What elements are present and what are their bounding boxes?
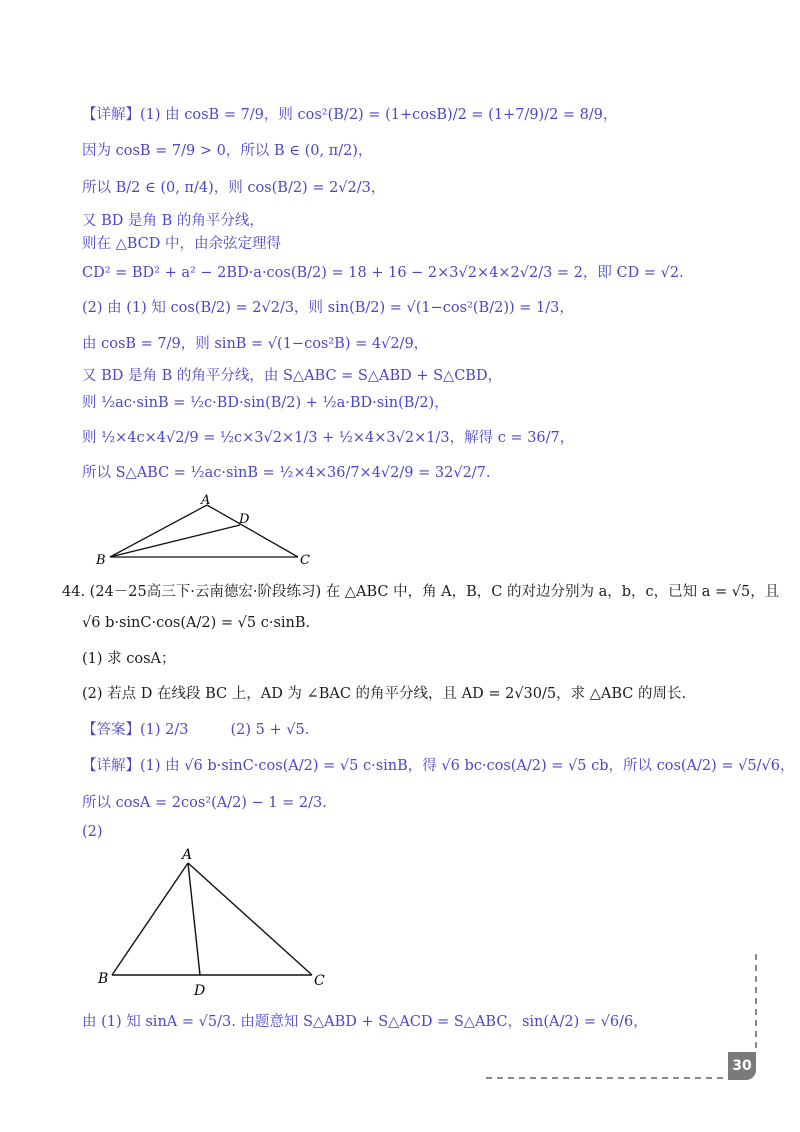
question-2: (2) 若点 D 在线段 BC 上，AD 为 ∠BAC 的角平分线，且 AD = 2√30/5，求 △ABC 的周长.: [82, 686, 687, 702]
solution-line: 又 BD 是角 B 的角平分线，: [82, 213, 264, 229]
solution-line: (2): [82, 824, 103, 840]
vertex-label-b: B: [98, 971, 109, 987]
vertex-label-c: C: [300, 553, 310, 568]
solution-line: 【详解】(1) 由 √6 b·sinC·cos(A/2) = √5 c·sinB，得 √6 bc·cos(A/2) = √5 cb，所以 cos(A/2) = √5/√6，: [82, 758, 795, 774]
problem-statement: √6 b·sinC·cos(A/2) = √5 c·sinB.: [82, 615, 311, 631]
solution-line: 所以 cosA = 2cos²(A/2) − 1 = 2/3.: [82, 795, 327, 811]
solution-line: (2) 由 (1) 知 cos(B/2) = 2√2/3，则 sin(B/2) = √(1−cos²(B/2)) = 1/3，: [82, 300, 574, 316]
solution-line: 因为 cosB = 7/9 > 0，所以 B ∈ (0, π/2)，: [82, 143, 373, 159]
answer-part-2: (2) 5 + √5.: [230, 722, 310, 738]
answer-tag: 【答案】: [82, 722, 140, 738]
vertex-label-b: B: [96, 553, 106, 568]
solution-line: 所以 S△ABC = ½ac·sinB = ½×4×36/7×4√2/9 = 32√2/7.: [82, 465, 491, 481]
page-corner-border: [480, 950, 770, 1090]
answer-part-1: (1) 2/3: [140, 722, 189, 738]
vertex-label-d: D: [194, 983, 206, 999]
solution-line: 则 ½×4c×4√2/9 = ½c×3√2×1/3 + ½×4×3√2×1/3，解得 c = 36/7，: [82, 430, 575, 446]
triangle-figure-2: [90, 843, 340, 1003]
solution-line: CD² = BD² + a² − 2BD·a·cos(B/2) = 18 + 16 − 2×3√2×4×2√2/3 = 2，即 CD = √2.: [82, 265, 684, 281]
solution-line: 所以 B/2 ∈ (0, π/4)，则 cos(B/2) = 2√2/3，: [82, 180, 386, 196]
solution-line: 则在 △BCD 中，由余弦定理得: [82, 236, 282, 252]
solution-line: 则 ½ac·sinB = ½c·BD·sin(B/2) + ½a·BD·sin(B/2)，: [82, 395, 449, 411]
problem-statement: 44. (24－25高三下·云南德宏·阶段练习) 在 △ABC 中，角 A，B，C 的对边分别为 a，b，c，已知 a = √5，且: [62, 584, 780, 600]
page-number: 30: [728, 1052, 756, 1080]
vertex-label-c: C: [314, 973, 325, 989]
answer-line: [82, 720, 309, 740]
solution-line: 【详解】(1) 由 cosB = 7/9，则 cos²(B/2) = (1+cosB)/2 = (1+7/9)/2 = 8/9，: [82, 107, 618, 123]
triangle-figure-1: [90, 492, 330, 572]
solution-line: 由 cosB = 7/9，则 sinB = √(1−cos²B) = 4√2/9，: [82, 336, 429, 352]
vertex-label-a: A: [182, 847, 193, 863]
vertex-label-d: D: [239, 512, 250, 527]
solution-line: 又 BD 是角 B 的角平分线，由 S△ABC = S△ABD + S△CBD，: [82, 368, 503, 384]
solution-line: 由 (1) 知 sinA = √5/3. 由题意知 S△ABD + S△ACD = S△ABC，sin(A/2) = √6/6，: [82, 1014, 648, 1030]
question-1: (1) 求 cosA；: [82, 651, 176, 667]
vertex-label-a: A: [201, 493, 211, 508]
